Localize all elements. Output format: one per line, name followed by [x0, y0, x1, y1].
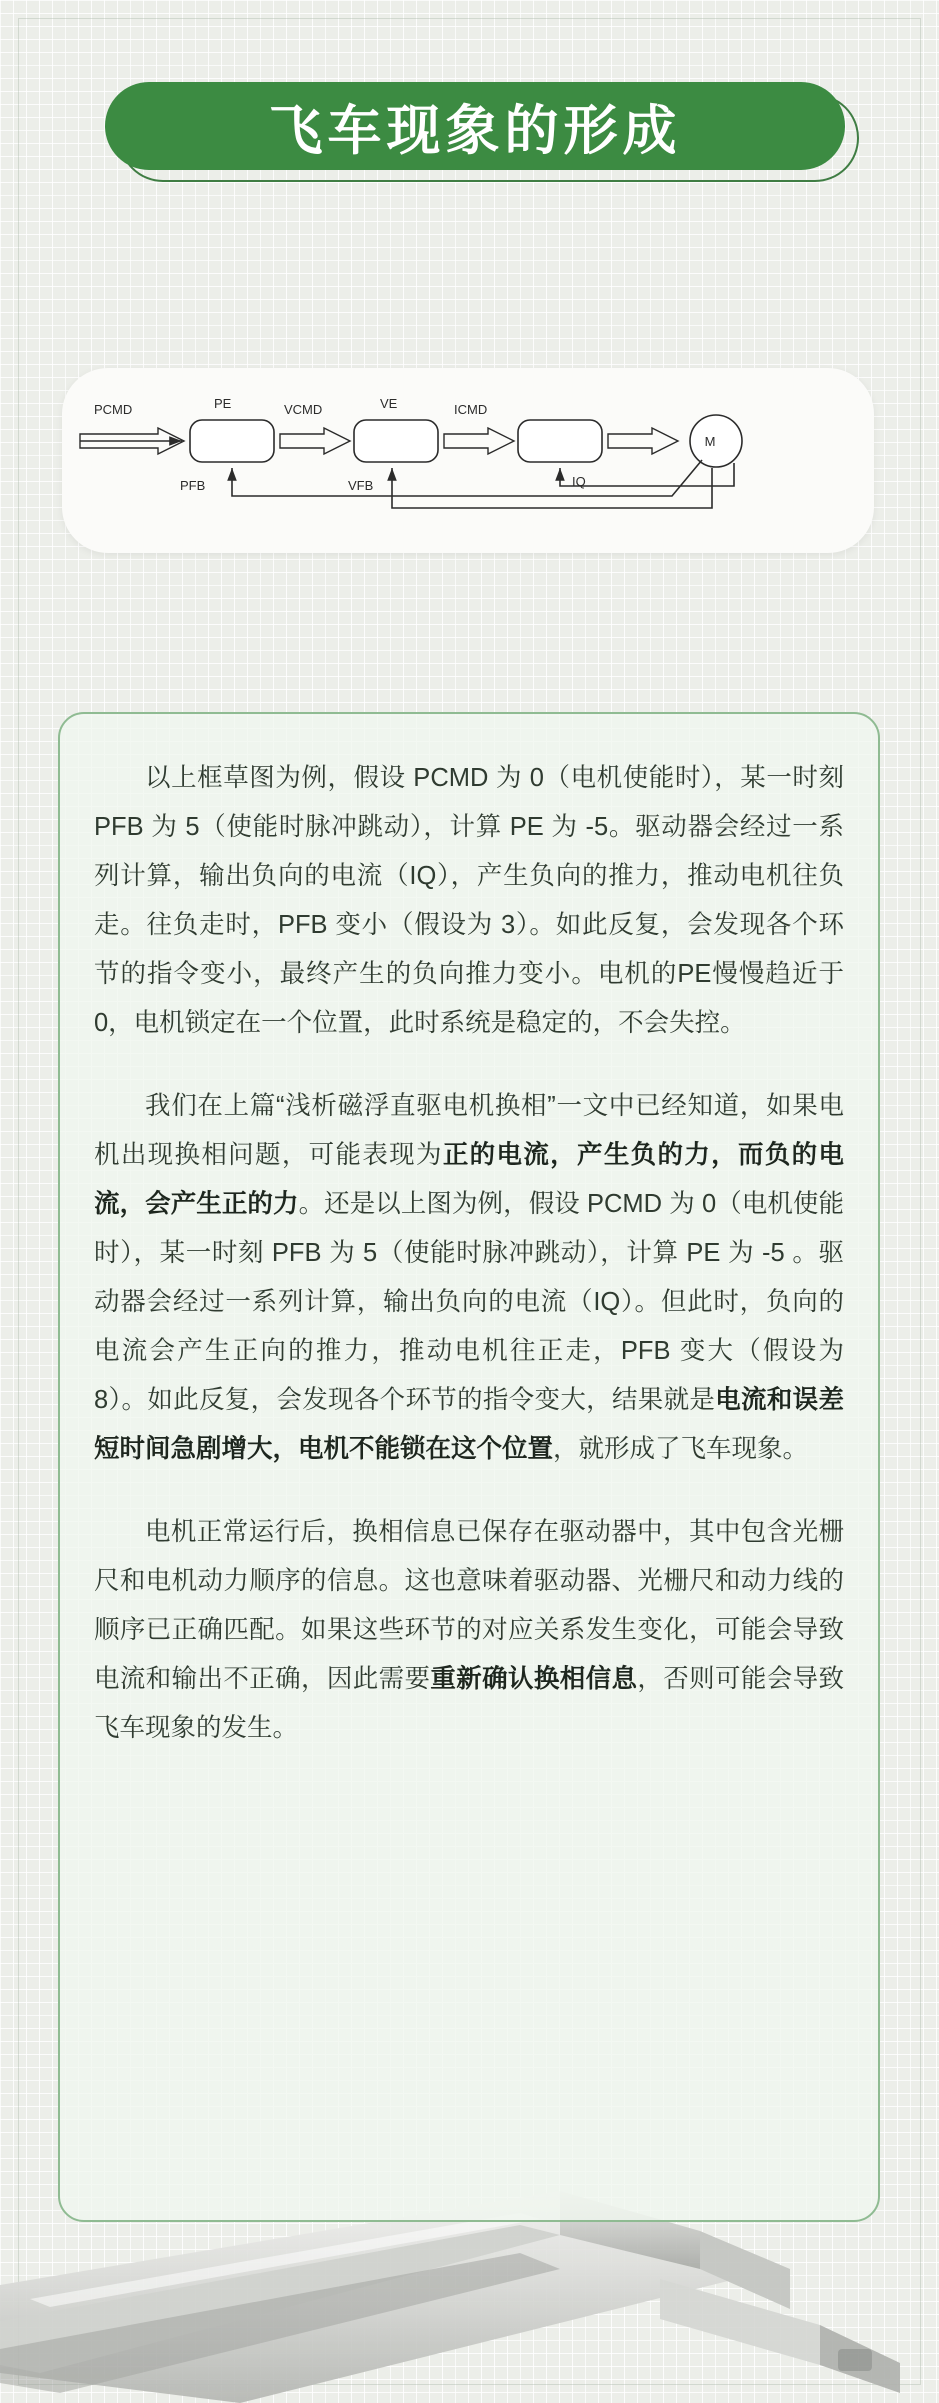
page-title: 飞车现象的形成: [268, 100, 682, 161]
paragraph-1: [94, 754, 844, 1048]
emphasized-text: 电流和误差短时间急剧增大，电机不能锁在这个位置: [94, 1386, 844, 1463]
article-body-card: [58, 712, 880, 2222]
title-pill: [105, 82, 845, 170]
body-text: ，就形成了飞车现象。: [553, 1435, 809, 1463]
body-text: 以上框草图为例，假设 PCMD 为 0（电机使能时），某一时刻 PFB 为 5（使能时脉冲跳动），计算 PE 为 -5。驱动器会经过一系列计算，输出负向的电流（IQ），产生负向的推力，推动电机往负走。往负走时，PFB 变小（假设为 3）。如此反复，会发现各个环节的指令变小，最终产生的负向推力变小。电机的PE慢慢趋近于 0，电机锁定在一个位置，此时系统是稳定的，不会失控。: [94, 764, 844, 1037]
signal-label-pcmd: PCMD: [94, 402, 133, 417]
page-title-banner: [105, 82, 845, 170]
control-loop-diagram: [62, 368, 874, 553]
node-label-ve: VE: [380, 396, 398, 411]
paragraph-3: [94, 1508, 844, 1753]
signal-label-vcmd: VCMD: [284, 402, 323, 417]
signal-label-icmd: ICMD: [454, 402, 488, 417]
body-text: ，否则可能会导致飞车现象的发生。: [94, 1665, 844, 1742]
emphasized-text: 重新确认换相信息: [430, 1665, 638, 1693]
signal-label-iq: IQ: [572, 474, 586, 489]
emphasized-text: 正的电流，产生负的力，而负的电流，会产生正的力: [94, 1141, 844, 1218]
paragraph-2: [94, 1082, 844, 1474]
body-text: 我们在上篇“浅析磁浮直驱电机换相”一文中已经知道，如果电机出现换相问题，可能表现为: [94, 1092, 844, 1169]
node-label-motor: M: [704, 434, 716, 449]
node-label-pe: PE: [214, 396, 232, 411]
signal-label-pfb: PFB: [180, 478, 206, 493]
signal-label-vfb: VFB: [348, 478, 374, 493]
body-text: 电机正常运行后，换相信息已保存在驱动器中，其中包含光栅尺和电机动力顺序的信息。这也意味着驱动器、光栅尺和动力线的顺序已正确匹配。如果这些环节的对应关系发生变化，可能会导致电流和输出不正确，因此需要: [94, 1518, 844, 1693]
body-text: 。还是以上图为例，假设 PCMD 为 0（电机使能时），某一时刻 PFB 为 5（使能时脉冲跳动），计算 PE 为 -5 。驱动器会经过一系列计算，输出负向的电流（IQ）。但此时，负向的电流会产生正向的推力，推动电机往正走，PFB 变大（假设为 8）。如此反复，会发现各个环节的指令变大，结果就是: [94, 1190, 844, 1414]
diagram-card: [62, 368, 874, 553]
